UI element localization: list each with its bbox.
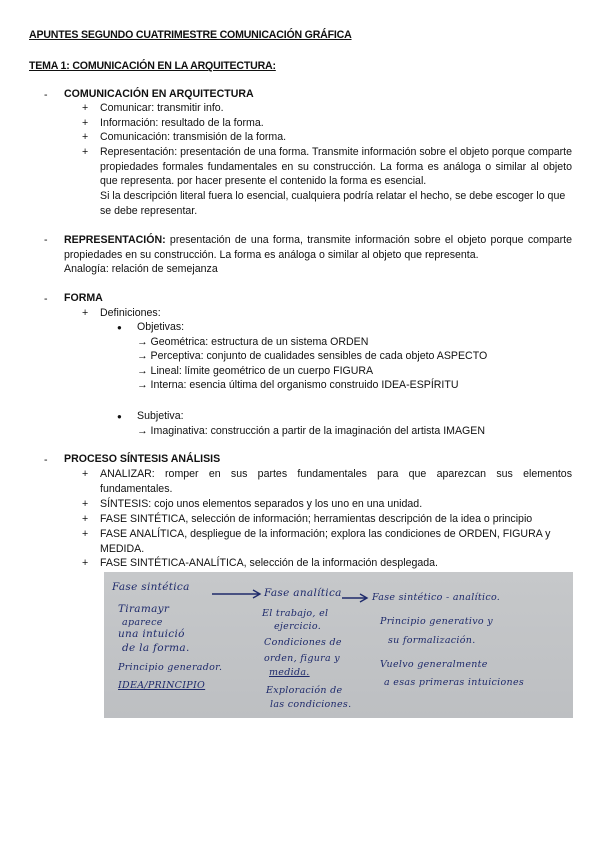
- definition-line: → Lineal: límite geométrico de un cuerpo FIGURA: [137, 365, 374, 377]
- document-title: APUNTES SEGUNDO CUATRIMESTRE COMUNICACIÓN GRÁFICA: [29, 29, 352, 41]
- arrow-icon: →: [137, 425, 148, 437]
- dash-marker: -: [44, 234, 48, 246]
- handwriting-line: a esas primeras intuiciones: [384, 677, 525, 688]
- section-heading-proceso: PROCESO SÍNTESIS ANÁLISIS: [64, 453, 221, 465]
- handwriting-line: Vuelvo generalmente: [380, 659, 488, 670]
- handwriting-line: Condiciones de: [264, 637, 342, 648]
- handwriting-line: Tiramayr: [118, 603, 170, 615]
- plus-marker: +: [82, 498, 89, 510]
- arrow-icon: →: [137, 350, 148, 362]
- list-item: FASE ANALÍTICA, despliegue de la información; explora las condiciones de ORDEN, FIGURA y MEDIDA.: [100, 528, 551, 555]
- definition-line: → Perceptiva: conjunto de cualidades sensibles de cada objeto ASPECTO: [137, 350, 488, 362]
- handwriting-line: IDEA/PRINCIPIO: [118, 680, 206, 691]
- handwriting-line: las condiciones.: [270, 699, 352, 710]
- section-heading-comunicacion: COMUNICACIÓN EN ARQUITECTURA: [64, 88, 254, 100]
- handwritten-note-photo: [104, 572, 573, 718]
- handwriting-line: una intuició: [118, 628, 185, 640]
- topic-title: TEMA 1: COMUNICACIÓN EN LA ARQUITECTURA:: [29, 60, 276, 72]
- plus-marker: +: [82, 513, 89, 525]
- plus-marker: +: [82, 146, 89, 158]
- representacion-text: presentación de una forma, transmite información sobre el objeto porque comparte propiedades en su construcción. La forma es análoga o similar al objeto que representa.: [64, 234, 572, 261]
- plus-marker: +: [82, 102, 89, 114]
- handwriting-line: Exploración de: [266, 685, 343, 696]
- list-item: Representación: presentación de una forma. Transmite información sobre el objeto porque comparte propiedades formales fundamentales en su construcción. La forma es análoga o similar al objeto que representa. por hacer presente el contenido la forma es esencial.: [100, 146, 572, 188]
- handwriting-line: de la forma.: [122, 642, 190, 654]
- list-item: Información: resultado de la forma.: [100, 117, 264, 129]
- handwriting-line: orden, figura y: [264, 653, 340, 664]
- section-heading-forma: FORMA: [64, 292, 103, 304]
- definition-line: → Geométrica: estructura de un sistema ORDEN: [137, 336, 369, 348]
- list-item: Comunicación: transmisión de la forma.: [100, 131, 287, 143]
- paragraph: Si la descripción literal fuera lo esencial, cualquiera podría relatar el hecho, se debe escoger lo que se debe representar.: [100, 190, 566, 217]
- arrow-icon: →: [137, 365, 148, 377]
- plus-marker: +: [82, 131, 89, 143]
- subjetiva-label: Subjetiva:: [137, 410, 184, 422]
- representacion-paragraph: [64, 233, 572, 262]
- plus-marker: +: [82, 557, 89, 569]
- dash-marker: -: [44, 89, 48, 101]
- handwriting-line: Fase analítica: [264, 587, 342, 599]
- list-item: FASE SINTÉTICA, selección de información; herramientas descripción de la idea o principio: [100, 513, 533, 525]
- handwriting-line: Principio generador.: [118, 662, 223, 673]
- handwriting-line: medida.: [269, 667, 310, 678]
- dash-marker: -: [44, 293, 48, 305]
- definitions-label: Definiciones:: [100, 307, 161, 319]
- handwriting-line: su formalización.: [388, 635, 476, 646]
- handwriting-line: ejercicio.: [274, 621, 322, 632]
- handwriting-line: El trabajo, el: [262, 608, 329, 619]
- bullet-dot: ●: [117, 323, 122, 332]
- dash-marker: -: [44, 454, 48, 466]
- list-item: SÍNTESIS: cojo unos elementos separados y los uno en una unidad.: [100, 498, 423, 510]
- definition-line: → Interna: esencia última del organismo construido IDEA-ESPÍRITU: [137, 379, 459, 391]
- analogy-line: Analogía: relación de semejanza: [64, 263, 218, 275]
- arrow-icon: →: [137, 336, 148, 348]
- plus-marker: +: [82, 307, 89, 319]
- plus-marker: +: [82, 528, 89, 540]
- bullet-dot: ●: [117, 412, 122, 421]
- list-item: Comunicar: transmitir info.: [100, 102, 224, 114]
- handwriting-line: aparece: [122, 617, 163, 628]
- arrow-icon: →: [137, 379, 148, 391]
- section-heading-representacion: REPRESENTACIÓN:: [64, 234, 166, 246]
- handwriting-line: Fase sintética: [112, 581, 190, 593]
- plus-marker: +: [82, 117, 89, 129]
- list-item: FASE SINTÉTICA-ANALÍTICA, selección de la información desplegada.: [100, 557, 438, 569]
- objetivas-label: Objetivas:: [137, 321, 185, 333]
- list-item: ANALIZAR: romper en sus partes fundamentales para que aparezcan sus elementos fundamentales.: [100, 468, 572, 495]
- plus-marker: +: [82, 468, 89, 480]
- handwriting-line: Principio generativo y: [380, 616, 493, 627]
- handwriting-line: Fase sintético - analítico.: [372, 592, 501, 603]
- definition-line: → Imaginativa: construcción a partir de la imaginación del artista IMAGEN: [137, 425, 485, 437]
